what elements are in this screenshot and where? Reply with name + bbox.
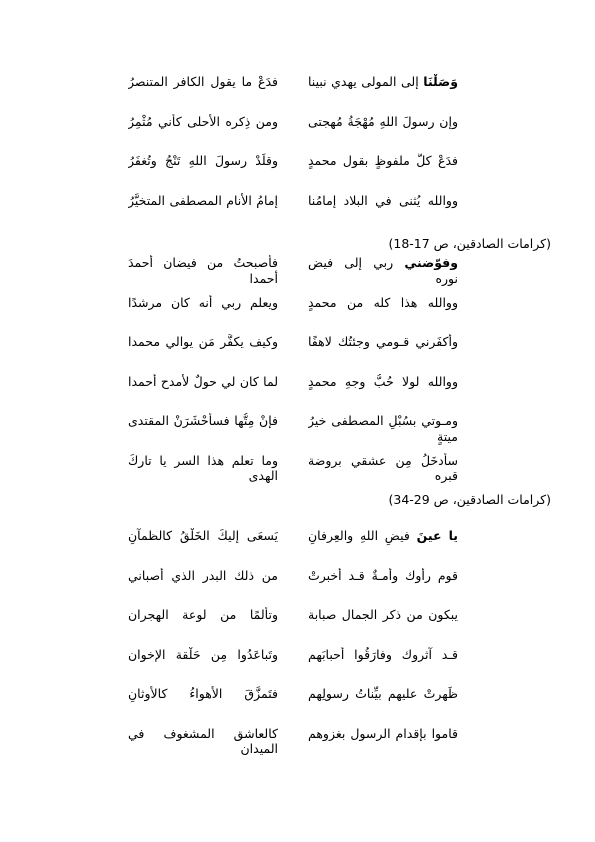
couplet <box>128 334 458 374</box>
stanza-opening-word: وَصَلْنَا <box>423 74 458 89</box>
couplet <box>128 647 458 687</box>
couplet <box>128 453 458 493</box>
second-hemistich: فأصبحتُ من فيضان أحمدَ أحمدا <box>128 255 278 286</box>
first-hemistich: ووالله هذا كله من محمدٍ <box>308 294 458 310</box>
first-hemistich: قاموا بإقدام الرسول بغزوهم <box>308 725 458 741</box>
second-hemistich: وتَباعَدُوا مِن حَلْقة الإخوان <box>128 646 278 662</box>
couplet <box>128 568 458 608</box>
first-hemistich: ظَهرتْ عليهم بيِّناتُ رسولِهم <box>308 686 458 701</box>
first-hemistich: وإن رسولَ اللهِ مُهْجَةُ مُهجتى <box>308 113 458 129</box>
second-hemistich: وكيف يكفَّر مَن يوالي محمدا <box>128 334 278 349</box>
couplet <box>128 295 458 335</box>
second-hemistich: إمامُ الأنام المصطفى المتخيَّرُ <box>128 192 278 208</box>
poem-stanza-2 <box>128 255 458 492</box>
first-hemistich: قوم رأوك وأمـةٌ قـد أُخبرتْ <box>308 567 458 583</box>
couplet <box>128 686 458 726</box>
couplet <box>128 374 458 414</box>
couplet <box>128 528 458 568</box>
second-hemistich: لما كان لي حولٌ لأمدح أحمدا <box>128 373 278 389</box>
first-hemistich: ومـوتي بسُبْلِ المصطفى خيرُ ميتةٍ <box>308 413 458 444</box>
couplet <box>128 413 458 453</box>
second-hemistich: فدَعْ ما يقول الكافر المتنصرُ <box>128 74 278 89</box>
second-hemistich: من ذلك البدر الذي أصباني <box>128 567 278 583</box>
second-hemistich: كالعاشق المشغوف في الميدان <box>128 725 278 756</box>
couplet <box>128 255 458 295</box>
couplet <box>128 114 458 154</box>
couplet <box>128 193 458 233</box>
couplet <box>128 726 458 766</box>
first-hemistich: وفوّضني ربي إلى فيض نوره <box>308 255 458 286</box>
second-hemistich: وما تعلم هذا السر يا تاركَ الهدى <box>128 452 278 483</box>
citation-2: (كرامات الصادقين، ص 29-34) <box>388 492 551 507</box>
second-hemistich: فتَمزَّقَ الأهواءُ كالأوثانِ <box>128 686 278 701</box>
second-hemistich: وقلِّدْ رسولَ اللهِ تَنْجُ وتُغفَرُ <box>128 153 278 168</box>
second-hemistich: يَسعَى إليكَ الخَلْقُ كالظمآنِ <box>128 528 278 543</box>
first-hemistich: ووالله لولا حُبُّ وجهِ محمدٍ <box>308 373 458 389</box>
couplet <box>128 74 458 114</box>
first-hemistich: يبكون من ذكر الجمال صبابة <box>308 607 458 622</box>
poem-stanza-1 <box>128 74 458 232</box>
stanza-opening-word: وفوّضني <box>404 255 458 270</box>
first-hemistich: يا عينَ فيضِ اللهِ والعِرفانِ <box>308 528 458 543</box>
second-hemistich: فإنْ مِتُّها فسأُحْشَرَنْ المقتدى <box>128 413 278 428</box>
second-hemistich: ويعلم ربي أنه كان مرشدًا <box>128 294 278 310</box>
first-hemistich: ووالله يُثنى في البلاد إمامُنا <box>308 192 458 208</box>
couplet <box>128 607 458 647</box>
citation-1: (كرامات الصادقين، ص 17-18) <box>388 236 551 251</box>
stanza-opening-word: يا عينَ <box>416 528 458 543</box>
first-hemistich: سأُدخَلُ مِن عشقي بروضة قبره <box>308 452 458 483</box>
second-hemistich: وتألمًا من لوعة الهجران <box>128 607 278 622</box>
first-hemistich: وأكفَرني قـومي وجئتُك لاهفًا <box>308 334 458 349</box>
first-hemistich: فدَعْ كلَّ ملفوظٍ بقول محمدٍ <box>308 153 458 168</box>
poem-stanza-3 <box>128 528 458 765</box>
second-hemistich: ومن ذِكره الأحلى كأني مُثْمِرُ <box>128 113 278 129</box>
first-hemistich: وَصَلْنَا إلى المولى يهدي نبينا <box>308 74 458 89</box>
couplet <box>128 153 458 193</box>
first-hemistich: قـد آثروك وفارَقُوا أحبابَهم <box>308 646 458 662</box>
